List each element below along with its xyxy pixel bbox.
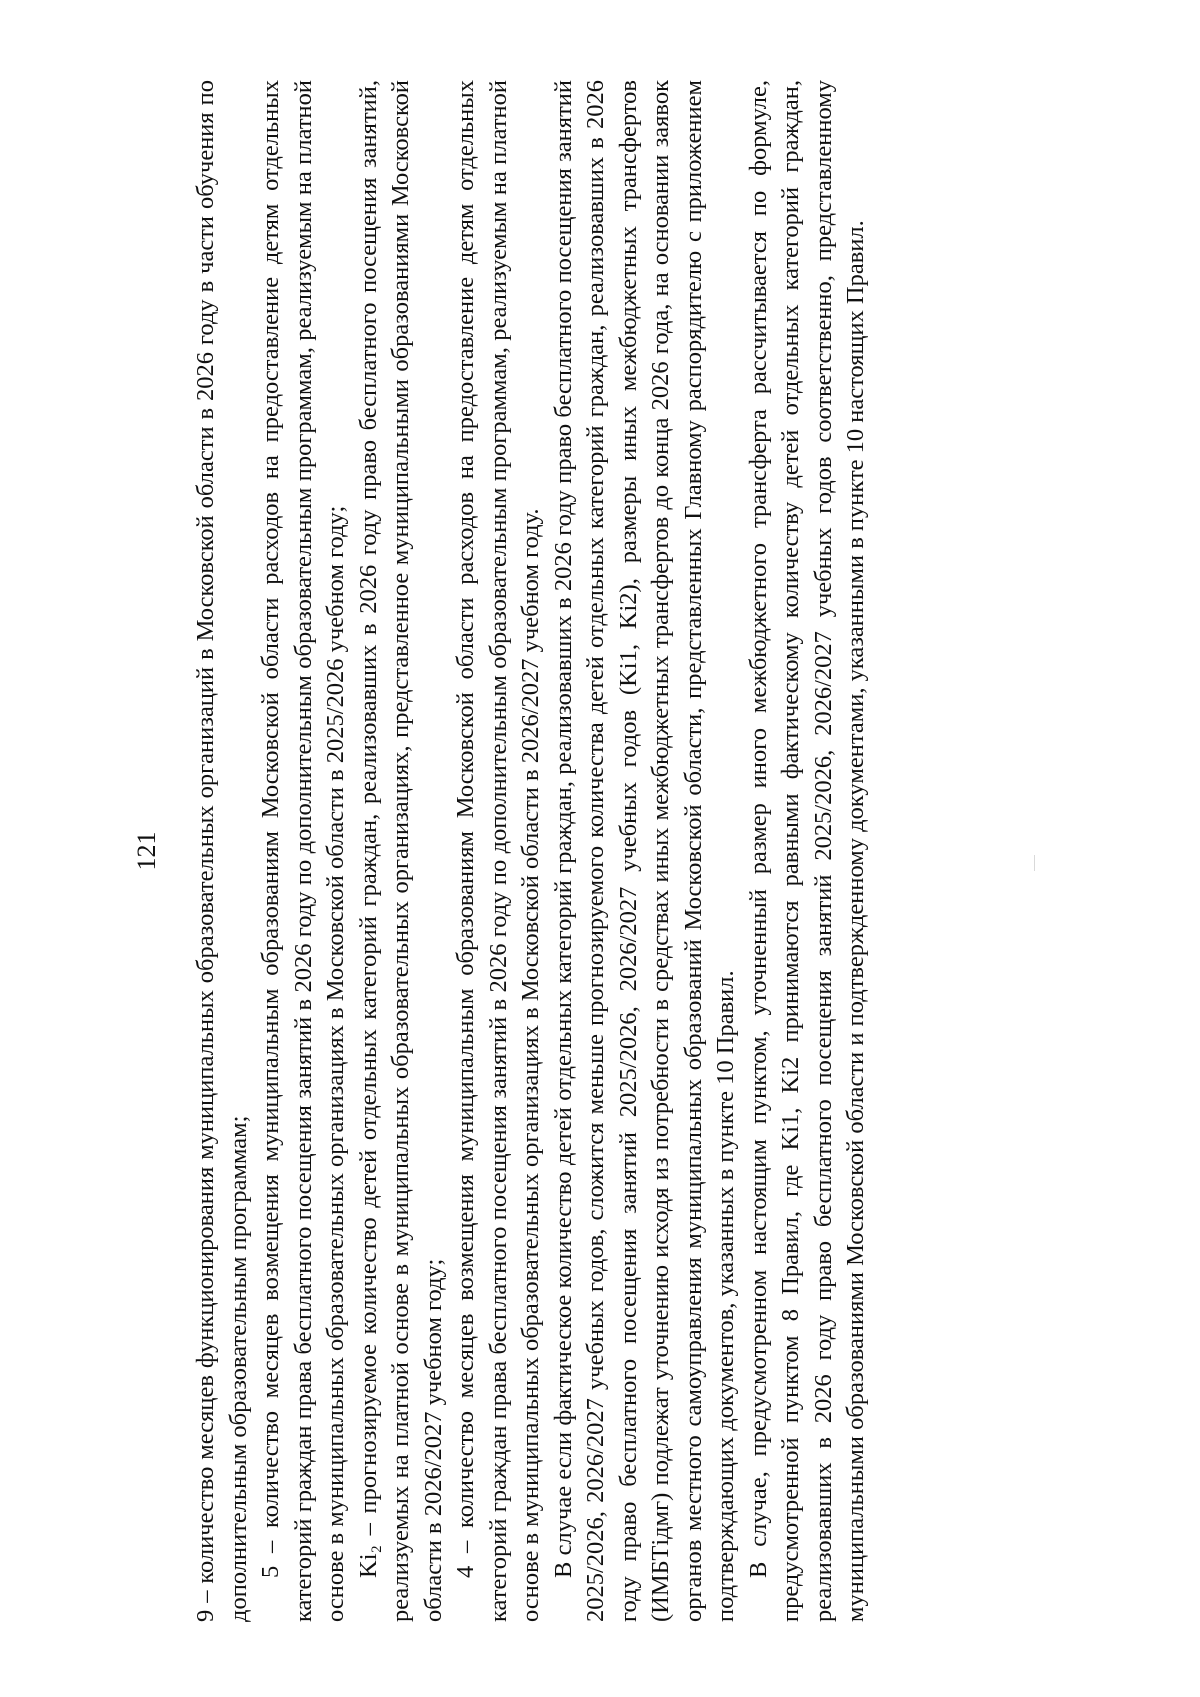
page-number: 121 (132, 831, 161, 871)
scan-mark (1034, 855, 1035, 871)
paragraph-recalculation-formula: В случае, предусмотренном настоящим пунктом, уточненный размер иного межбюджетного трансферта рассчитывается по формуле, предусмотренной пунктом 8 Правил, где Ki1, Ki2 принимаются равными фактическому количеству детей отдельных категорий граждан, реализовавших в 2026 году право бесплатного посещения занятий 2025/2026, 2026/2027 учебных годов соответственно, представленному муниципальными образованиями Московской области и подтвержденному документами, указанными в пункте 10 настоящих Правил. (744, 80, 869, 1622)
paragraph-actual-count-case: В случае если фактическое количество детей отдельных категорий граждан, реализовавших в 2026 году право бесплатного посещения занятий 2025/2026, 2026/2027 учебных годов, сложится меньше прогнозируемого количества детей отдельных категорий граждан, реализовавших в 2026 году право бесплатного посещения занятий 2025/2026, 2026/2027 учебных годов (Ki1, Ki2), размеры иных межбюджетных трансфертов (ИМБТiдмг) подлежат уточнению исходя из потребности в средствах иных межбюджетных трансфертов до конца 2026 года, на основании заявок органов местного самоуправления муниципальных образований Московской области, представленных Главному распорядителю с приложением подтверждающих документов, указанных в пункте 10 Правил. (549, 80, 739, 1622)
paragraph-months-9: 9 – количество месяцев функционирования муниципальных образовательных организаций в Московской области в 2026 году в части обучения по дополнительным образовательным программам; (192, 80, 252, 1622)
rotated-content (132, 80, 1190, 1622)
document-body (190, 80, 873, 1622)
paragraph-ki2-definition: Ki₂ – прогнозируемое количество детей отдельных категорий граждан, реализовавших в 2026 году право бесплатного посещения занятий, реализуемых на платной основе в муниципальных образовательных организациях, представленное муниципальными образованиями Московской области в 2026/2027 учебном году; (354, 80, 447, 1622)
paragraph-months-4: 4 – количество месяцев возмещения муниципальным образованиям Московской области расходов на предоставление детям отдельных категорий граждан права бесплатного посещения занятий в 2026 году по дополнительным образовательным программам, реализуемым на платной основе в муниципальных образовательных организациях в Московской области в 2026/2027 учебном году. (452, 80, 544, 1622)
paragraph-months-5: 5 – количество месяцев возмещения муниципальным образованиям Московской области расходов на предоставление детям отдельных категорий граждан права бесплатного посещения занятий в 2026 году по дополнительным образовательным программам, реализуемым на платной основе в муниципальных образовательных организациях в Московской области в 2025/2026 учебном году; (257, 80, 349, 1622)
